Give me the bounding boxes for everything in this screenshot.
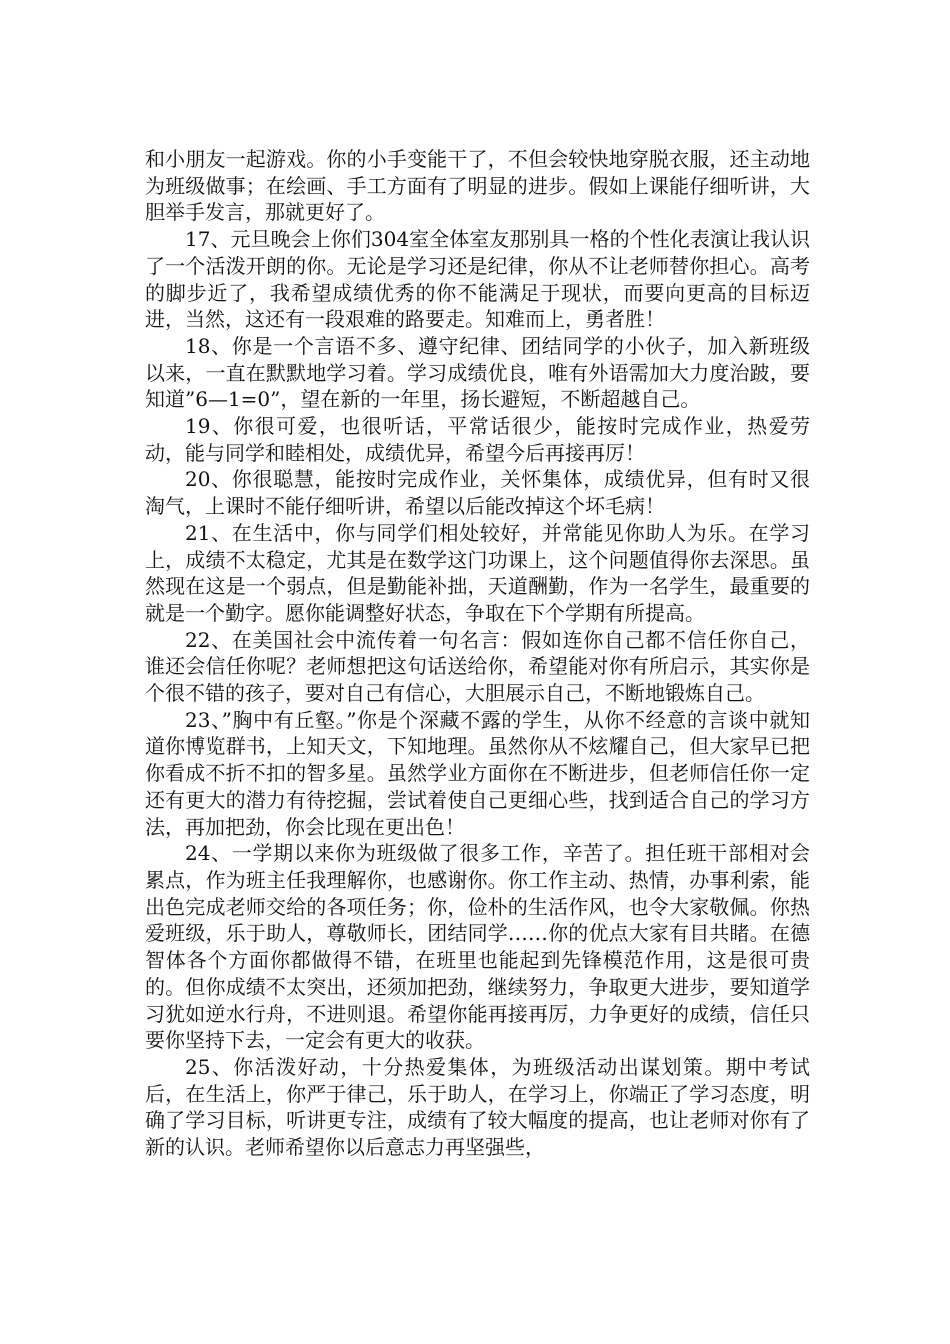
paragraph-23: 23、”胸中有丘壑。”你是个深藏不露的学生，从你不经意的言谈中就知道你博览群书，上知天文，下知地理。虽然你从不炫耀自己，但大家早已把你看成不折不扣的智多星。虽然学业方面你在不断进步，但老师信任你一定还有更大的潜力有待挖掘，尝试着使自己更细心些，找到适合自己的学习方法，再加把劲，你会比现在更出色！ bbox=[145, 707, 810, 839]
paragraph-17: 17、元旦晚会上你们304室全体室友那别具一格的个性化表演让我认识了一个活泼开朗的你。无论是学习还是纪律，你从不让老师替你担心。高考的脚步近了，我希望成绩优秀的你不能满足于现状，而要向更高的目标迈进，当然，这还有一段艰难的路要走。知难而上，勇者胜！ bbox=[145, 227, 810, 332]
paragraph-25: 25、你活泼好动，十分热爱集体，为班级活动出谋划策。期中考试后，在生活上，你严于律己，乐于助人，在学习上，你端正了学习态度，明确了学习目标，听讲更专注，成绩有了较大幅度的提高，也让老师对你有了新的认识。老师希望你以后意志力再坚强些， bbox=[145, 1054, 810, 1160]
paragraph-19: 19、你很可爱，也很听话，平常话很少，能按时完成作业，热爱劳动，能与同学和睦相处，成绩优异，希望今后再接再厉！ bbox=[145, 414, 810, 465]
paragraph-24: 24、一学期以来你为班级做了很多工作，辛苦了。担任班干部相对会累点，作为班主任我理解你，也感谢你。你工作主动、热情，办事利索，能出色完成老师交给的各项任务；你，俭朴的生活作风，也令大家敬佩。你热爱班级，乐于助人，尊敬师长，团结同学……你的优点大家有目共睹。在德智体各个方面你都做得不错，在班里也能起到先锋模范作用，这是很可贵的。但你成绩不太突出，还须加把劲，继续努力，争取更大进步，要知道学习犹如逆水行舟，不进则退。希望你能再接再厉，力争更好的成绩，信任只要你坚持下去，一定会有更大的收获。 bbox=[145, 841, 810, 1053]
paragraph-22: 22、在美国社会中流传着一句名言：假如连你自己都不信任你自己，谁还会信任你呢？老师想把这句话送给你，希望能对你有所启示，其实你是个很不错的孩子，要对自己有信心，大胆展示自己，不断地锻炼自己。 bbox=[145, 627, 810, 706]
paragraph-20: 20、你很聪慧，能按时完成作业，关怀集体，成绩优异，但有时又很淘气，上课时不能仔细听讲，希望以后能改掉这个坏毛病！ bbox=[145, 467, 810, 519]
document-page bbox=[145, 146, 810, 1161]
paragraph-continued: 和小朋友一起游戏。你的小手变能干了，不但会较快地穿脱衣服，还主动地为班级做事；在绘画、手工方面有了明显的进步。假如上课能仔细听讲，大胆举手发言，那就更好了。 bbox=[145, 147, 810, 225]
paragraph-21: 21、在生活中，你与同学们相处较好，并常能见你助人为乐。在学习上，成绩不太稳定，尤其是在数学这门功课上，这个问题值得你去深思。虽然现在这是一个弱点，但是勤能补拙，天道酬勤，作为一名学生，最重要的就是一个勤字。愿你能调整好状态，争取在下个学期有所提高。 bbox=[145, 520, 810, 625]
paragraph-18: 18、你是一个言语不多、遵守纪律、团结同学的小伙子，加入新班级以来，一直在默默地学习着。学习成绩优良，唯有外语需加大力度治跛，要知道”6—1=0”，望在新的一年里，扬长避短，不断超越自己。 bbox=[145, 333, 810, 412]
